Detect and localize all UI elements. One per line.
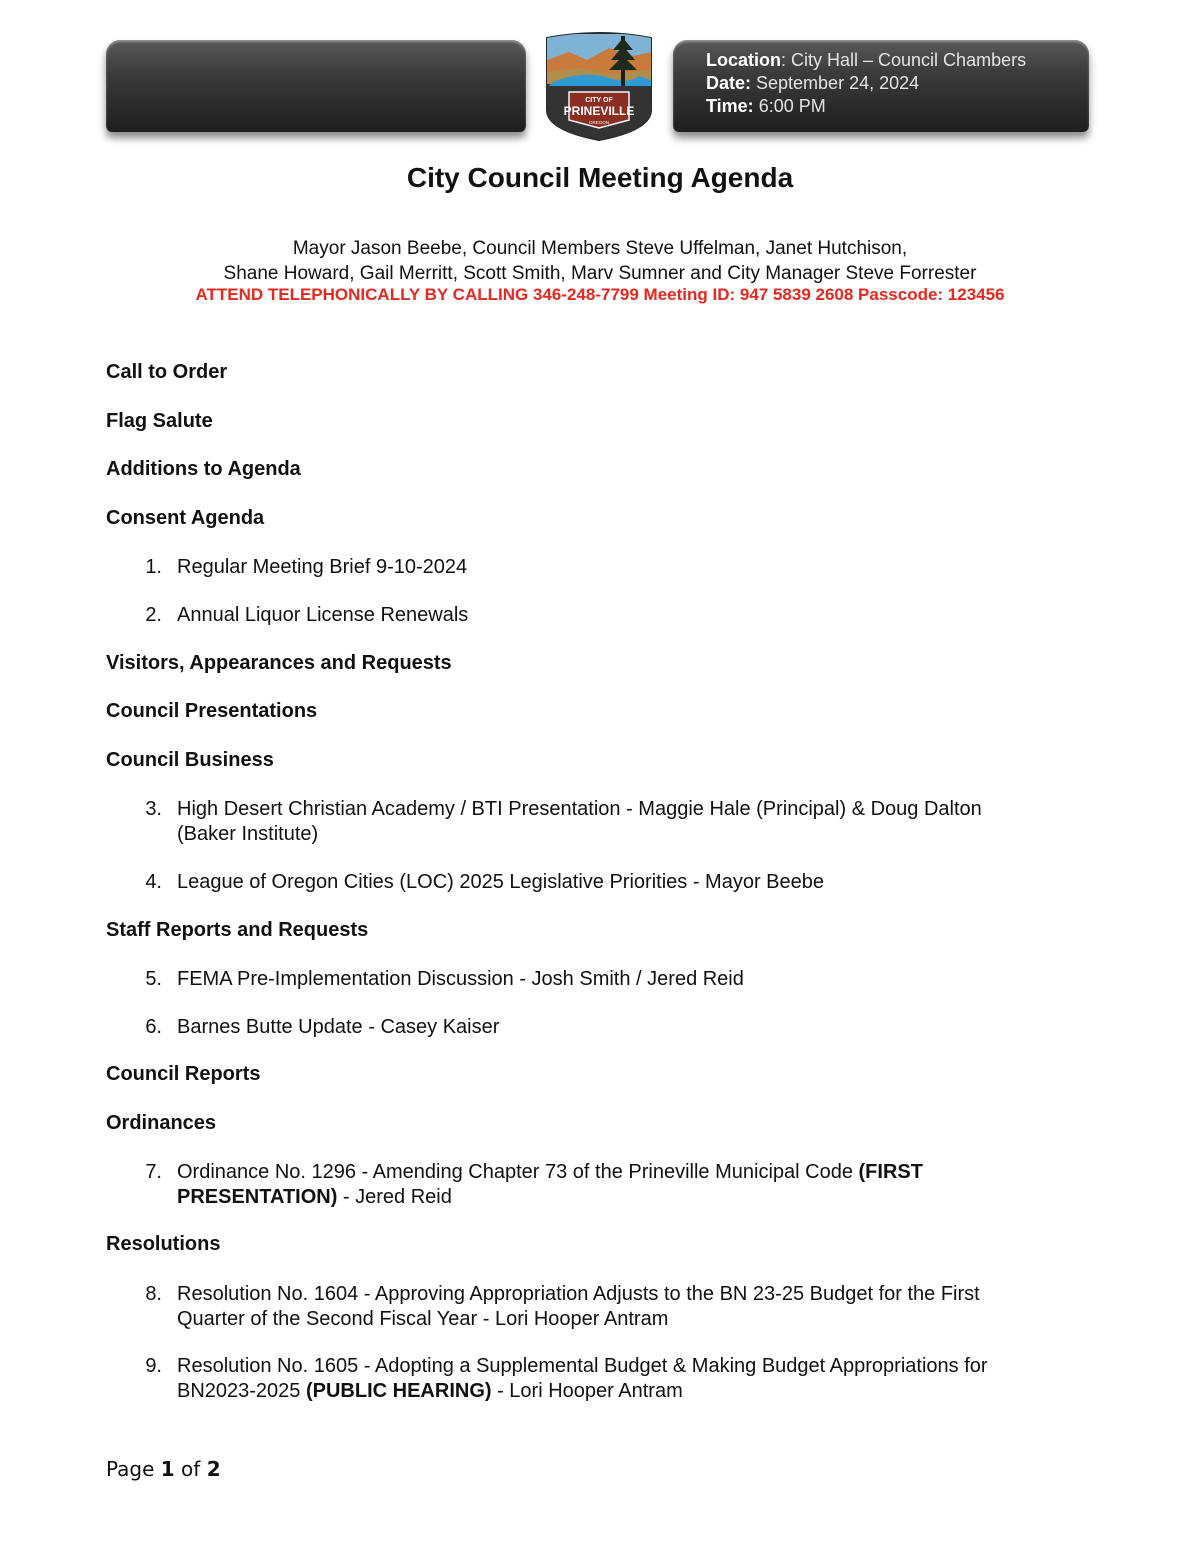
date-value: September 24, 2024 bbox=[751, 73, 920, 93]
item-number: 4. bbox=[145, 871, 162, 893]
section-council-business: Council Business bbox=[106, 749, 274, 771]
section-flag-salute: Flag Salute bbox=[106, 410, 213, 432]
section-council-presentations: Council Presentations bbox=[106, 700, 318, 722]
council-members bbox=[0, 236, 1200, 286]
item-bold-2: PRESENTATION) bbox=[177, 1186, 338, 1208]
item-text-line-2: Quarter of the Second Fiscal Year - Lori Hooper Antram bbox=[177, 1308, 669, 1330]
item-text: Regular Meeting Brief 9-10-2024 bbox=[177, 556, 468, 578]
item-number: 3. bbox=[145, 798, 162, 820]
meeting-info bbox=[706, 49, 1026, 118]
item-number: 6. bbox=[145, 1016, 162, 1038]
section-consent-agenda: Consent Agenda bbox=[106, 507, 265, 529]
section-visitors: Visitors, Appearances and Requests bbox=[106, 652, 452, 674]
section-ordinances: Ordinances bbox=[106, 1112, 217, 1134]
item-number: 7. bbox=[145, 1161, 162, 1183]
page-number: 1 bbox=[160, 1457, 175, 1481]
section-staff-reports: Staff Reports and Requests bbox=[106, 919, 369, 941]
location-value: : City Hall – Council Chambers bbox=[781, 50, 1027, 70]
members-line-2: Shane Howard, Gail Merritt, Scott Smith, Marv Sumner and City Manager Steve Forrester bbox=[223, 263, 977, 284]
page-word: Page bbox=[106, 1457, 161, 1481]
time-value: 6:00 PM bbox=[753, 96, 826, 116]
logo-text-bottom: OREGON bbox=[588, 120, 610, 125]
item-number: 5. bbox=[145, 968, 162, 990]
item-text bbox=[177, 1160, 1077, 1210]
item-text-line-2a: BN2023-2025 bbox=[177, 1380, 306, 1402]
item-bold: (PUBLIC HEARING) bbox=[305, 1380, 492, 1402]
page-total: 2 bbox=[206, 1457, 221, 1481]
item-bold-1: (FIRST bbox=[858, 1161, 923, 1183]
page-footer bbox=[106, 1457, 221, 1481]
item-number: 8. bbox=[145, 1283, 162, 1305]
item-text bbox=[177, 1282, 1077, 1332]
section-council-reports: Council Reports bbox=[106, 1063, 261, 1085]
location-line bbox=[706, 49, 1026, 72]
section-resolutions: Resolutions bbox=[106, 1233, 221, 1255]
city-logo bbox=[539, 30, 659, 142]
item-text bbox=[177, 797, 1077, 847]
item-text-line-1: Ordinance No. 1296 - Amending Chapter 73 of the Prineville Municipal Code bbox=[177, 1161, 859, 1183]
header-bar-left bbox=[106, 40, 526, 132]
time-label: Time: bbox=[706, 96, 754, 116]
time-line bbox=[706, 95, 1026, 118]
item-text bbox=[177, 1354, 1077, 1404]
item-text-line-1: Resolution No. 1604 - Approving Appropriation Adjusts to the BN 23-25 Budget for the First bbox=[177, 1283, 980, 1305]
item-text-line-1: High Desert Christian Academy / BTI Presentation - Maggie Hale (Principal) & Doug Dalton bbox=[177, 798, 982, 820]
item-text: Annual Liquor License Renewals bbox=[177, 604, 469, 626]
item-text: FEMA Pre-Implementation Discussion - Josh Smith / Jered Reid bbox=[177, 968, 744, 990]
item-text-line-2: (Baker Institute) bbox=[177, 823, 319, 845]
location-label: Location bbox=[706, 50, 781, 70]
date-label: Date: bbox=[706, 73, 752, 93]
members-line-1: Mayor Jason Beebe, Council Members Steve Uffelman, Janet Hutchison, bbox=[292, 238, 908, 259]
item-text-line-1: Resolution No. 1605 - Adopting a Supplemental Budget & Making Budget Appropriations for bbox=[177, 1355, 988, 1377]
logo-text-main: PRINEVILLE bbox=[563, 104, 635, 118]
section-call-to-order: Call to Order bbox=[106, 361, 228, 383]
item-text: Barnes Butte Update - Casey Kaiser bbox=[177, 1016, 500, 1038]
item-number: 9. bbox=[145, 1355, 162, 1377]
date-line bbox=[706, 72, 1026, 95]
telephone-notice: ATTEND TELEPHONICALLY BY CALLING 346-248-7799 Meeting ID: 947 5839 2608 Passcode: 123456 bbox=[195, 285, 1005, 304]
logo-text-top: CITY OF bbox=[585, 97, 613, 104]
item-number: 2. bbox=[145, 604, 162, 626]
item-text-line-2b: - Lori Hooper Antram bbox=[491, 1380, 683, 1402]
page-title: City Council Meeting Agenda bbox=[406, 162, 794, 193]
item-text-line-2: - Jered Reid bbox=[337, 1186, 452, 1208]
section-additions: Additions to Agenda bbox=[106, 458, 301, 480]
of-word: of bbox=[174, 1457, 207, 1481]
item-number: 1. bbox=[145, 556, 162, 578]
item-text: League of Oregon Cities (LOC) 2025 Legislative Priorities - Mayor Beebe bbox=[177, 871, 824, 893]
